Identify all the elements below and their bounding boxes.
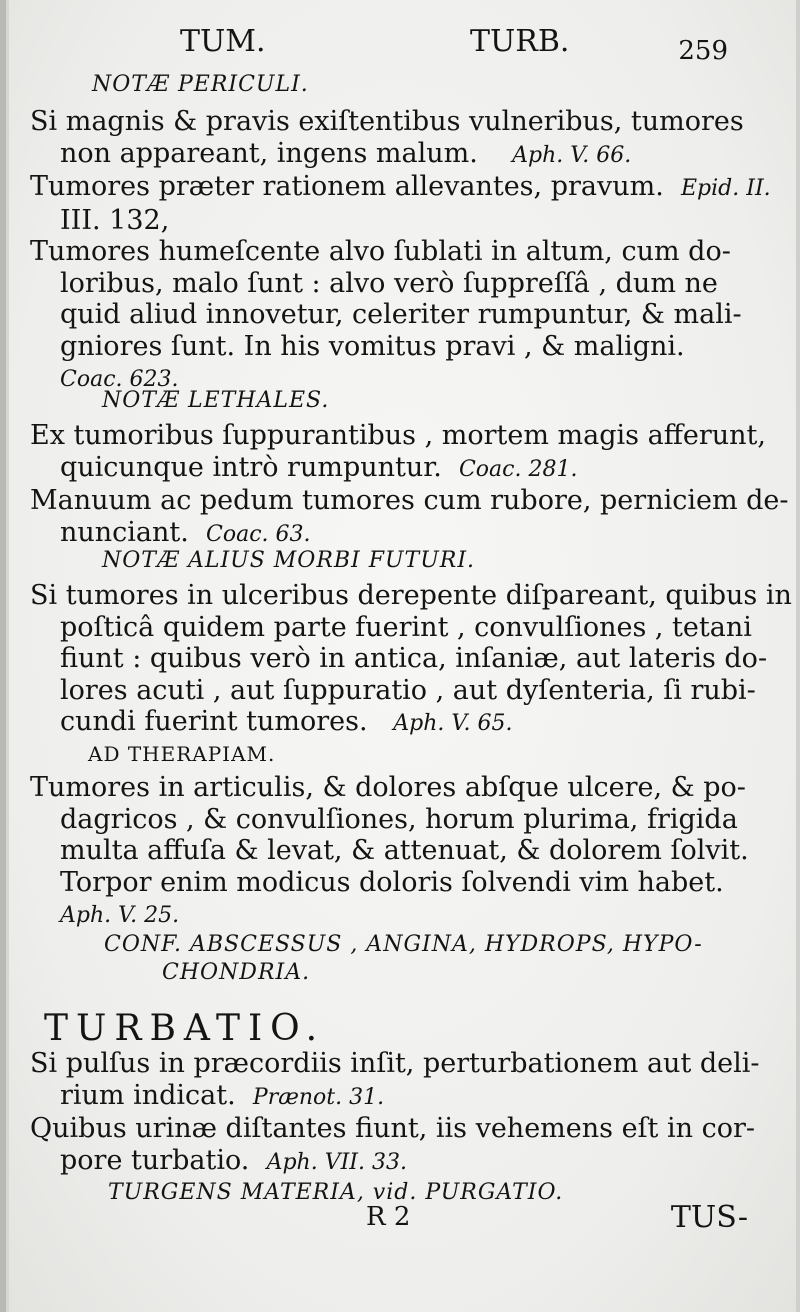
heading-ad-therapiam: AD THERAPIAM. xyxy=(88,742,276,766)
text-line: Torpor enim modicus doloris ſolvendi vim habet. xyxy=(60,866,724,898)
section-turbatio xyxy=(30,1048,760,1178)
text-line: poſticâ quidem parte fuerint , convulſiones , tetani xyxy=(60,611,752,643)
text-line: Tumores in articulis, & dolores abſque ulcere, & po- xyxy=(30,772,746,803)
text-line: quid aliud innovetur, celeriter rumpuntur, & mali- xyxy=(60,299,742,330)
text-line: lores acuti , aut ſuppuratio , aut dyſenteria, ſi rubi- xyxy=(60,674,756,706)
text-line: Si pulſus in præcordiis inſit, perturbationem aut deli- xyxy=(30,1048,760,1079)
text-line: Si tumores in ulceribus derepente diſpareant, quibus in xyxy=(30,580,792,611)
cross-reference-conf: CONF. ABSCESSUS , ANGINA, HYDROPS, HYPO- xyxy=(104,932,703,957)
section-lethales xyxy=(30,420,789,550)
text-line: dagricos , & convulſiones, horum plurima, frigida xyxy=(60,803,738,835)
citation: Prænot. 31. xyxy=(252,1084,385,1110)
text-line: fiunt : quibus verò in antica, inſaniæ, aut lateris do- xyxy=(60,643,768,674)
text-line: Tumores præter rationem allevantes, pravum. Epid. II. xyxy=(30,171,771,202)
cross-reference-conf-cont: CHONDRIA. xyxy=(162,960,311,985)
text-line: quicunque intrò rumpuntur. Coac. 281. xyxy=(60,451,578,483)
citation: Aph. VII. 33. xyxy=(266,1149,407,1175)
text-line xyxy=(30,898,750,932)
text-line: pore turbatio. Aph. VII. 33. xyxy=(60,1144,407,1176)
heading-notae-periculi: NOTÆ PERICULI. xyxy=(92,72,309,97)
citation: Aph. V. 66. xyxy=(512,142,632,168)
section-alius-morbi xyxy=(30,580,792,740)
heading-notae-lethales: NOTÆ LETHALES. xyxy=(102,388,330,413)
citation: Epid. II. xyxy=(681,176,771,201)
text-line: III. 132, xyxy=(60,204,170,236)
text-line: loribus, malo ſunt : alvo verò ſuppreſſâ , dum ne xyxy=(60,267,718,299)
text-line: Quibus urinæ diſtantes fiunt, iis vehemens eſt in cor- xyxy=(30,1113,756,1144)
citation: Aph. V. 65. xyxy=(393,711,513,736)
entry-title-turbatio: TURBATIO. xyxy=(44,1008,326,1049)
page-gutter-edge xyxy=(6,0,9,1312)
text-line: Ex tumoribus ſuppurantibus , mortem magis afferunt, xyxy=(30,420,766,451)
text-line: rium indicat. Prænot. 31. xyxy=(60,1079,385,1111)
text-line: Manuum ac pedum tumores cum rubore, perniciem de- xyxy=(30,485,789,516)
text-line: Tumores humeſcente alvo ſublati in altum, cum do- xyxy=(30,236,731,267)
text-line: multa affuſa & levat, & attenuat, & dolorem ſolvit. xyxy=(60,835,749,866)
section-therapiam xyxy=(30,772,750,932)
signature-mark: R 2 xyxy=(366,1202,411,1232)
text-line: cundi fuerint tumores. Aph. V. 65. xyxy=(60,706,513,737)
text-line: gniores ſunt. In his vomitus pravi , & maligni. xyxy=(60,330,685,362)
citation: Coac. 63. xyxy=(206,521,311,547)
citation: Coac. 281. xyxy=(458,456,578,482)
catchword: TUS- xyxy=(670,1200,748,1235)
text-line: Si magnis & pravis exiſtentibus vulneribus, tumores xyxy=(30,106,744,137)
page-right-edge xyxy=(796,0,800,1312)
section-periculi xyxy=(30,106,771,396)
cross-reference-turgens: TURGENS MATERIA, vid. PURGATIO. xyxy=(108,1180,564,1205)
heading-notae-alius-morbi: NOTÆ ALIUS MORBI FUTURI. xyxy=(102,548,476,573)
text-line: non appareant, ingens malum. Aph. V. 66. xyxy=(60,137,632,169)
page-number: 259 xyxy=(678,36,728,66)
running-head-right: TURB. xyxy=(470,24,570,59)
running-head-left: TUM. xyxy=(180,24,266,59)
text-line: nunciant. Coac. 63. xyxy=(60,516,311,548)
citation: Aph. V. 25. xyxy=(60,903,180,928)
citation: Coac. 623. xyxy=(60,367,179,392)
